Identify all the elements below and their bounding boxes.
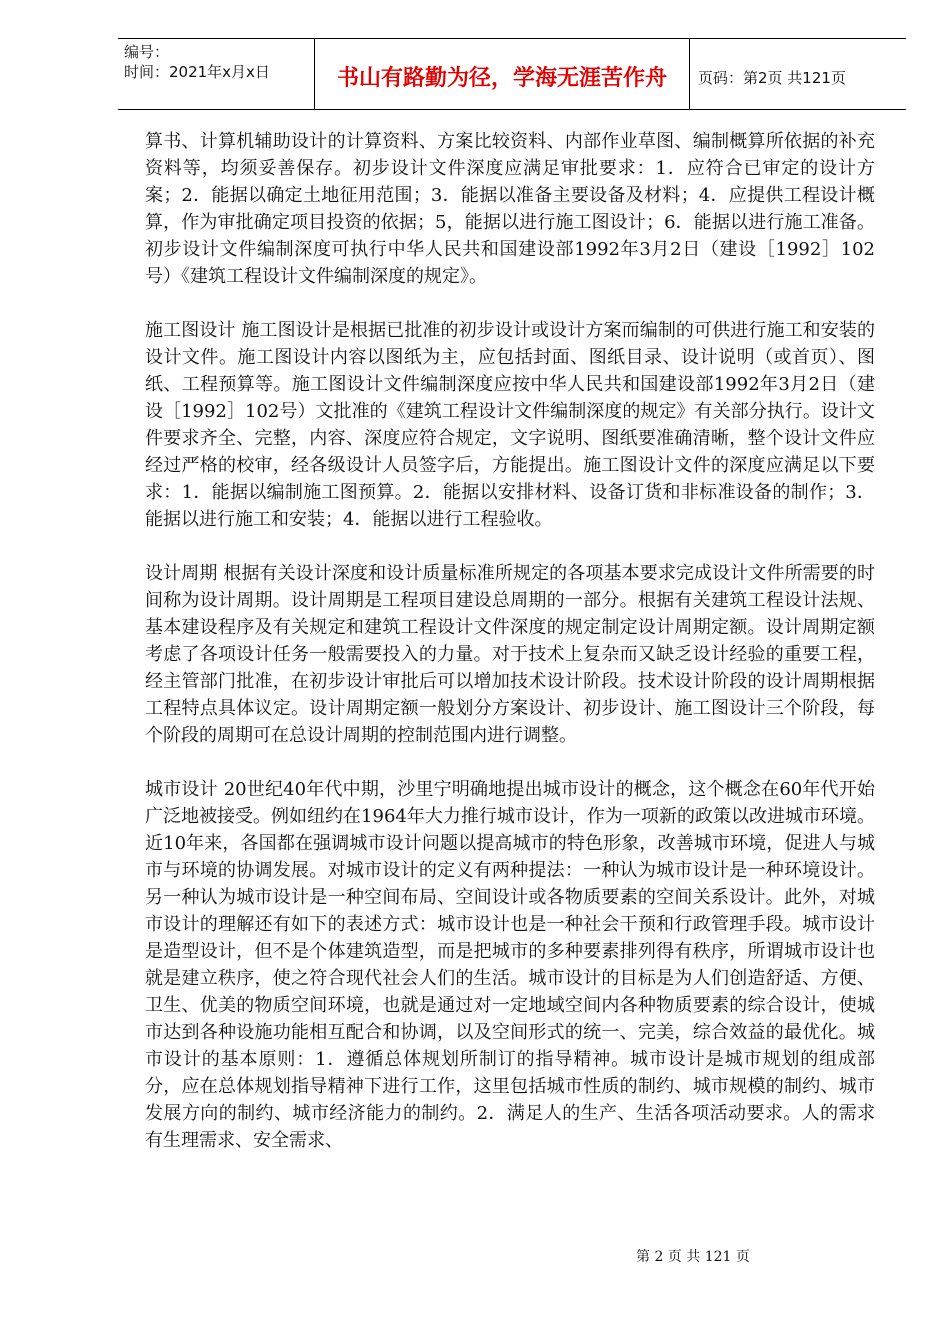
page-footer: 第 2 页 共 121 页 — [636, 1249, 750, 1265]
document-time-label: 时间：2021年x月x日 — [124, 63, 270, 81]
page-header — [118, 38, 906, 110]
header-info-cell — [118, 39, 315, 109]
document-body — [145, 128, 875, 1181]
paragraph-preliminary-design: 算书、计算机辅助设计的计算资料、方案比较资料、内部作业草图、编制概算所依据的补充资料等，均须妥善保存。初步设计文件深度应满足审批要求：1．应符合已审定的设计方案；2．能据以确定土地征用范围；3．能据以准备主要设备及材料；4．应提供工程设计概算，作为审批确定项目投资的依据；5，能据以进行施工图设计；6．能据以进行施工准备。初步设计文件编制深度可执行中华人民共和国建设部1992年3月2日（建设［1992］102号）《建筑工程设计文件编制深度的规定》。 — [145, 131, 875, 287]
header-motto-cell — [315, 39, 690, 109]
paragraph-design-period: 设计周期 根据有关设计深度和设计质量标准所规定的各项基本要求完成设计文件所需要的时间称为设计周期。设计周期是工程项目建设总周期的一部分。根据有关建筑工程设计法规、基本建设程序及有关规定和建筑工程设计文件深度的规定制定设计周期定额。设计周期定额考虑了各项设计任务一般需要投入的力量。对于技术上复杂而又缺乏设计经验的重要工程，经主管部门批准，在初步设计审批后可以增加技术设计阶段。技术设计阶段的设计周期根据工程特点具体议定。设计周期定额一般划分方案设计、初步设计、施工图设计三个阶段，每个阶段的周期可在总设计周期的控制范围内进行调整。 — [145, 563, 875, 746]
header-page-cell — [690, 39, 906, 109]
paragraph-urban-design: 城市设计 20世纪40年代中期，沙里宁明确地提出城市设计的概念，这个概念在60年代开始广泛地被接受。例如纽约在1964年大力推行城市设计，作为一项新的政策以改进城市环境。近10年来，各国都在强调城市设计问题以提高城市的特色形象，改善城市环境，促进人与城市与环境的协调发展。对城市设计的定义有两种提法：一种认为城市设计是一种环境设计。另一种认为城市设计是一种空间布局、空间设计或各物质要素的空间关系设计。此外，对城市设计的理解还有如下的表述方式：城市设计也是一种社会干预和行政管理手段。城市设计是造型设计，但不是个体建筑造型，而是把城市的多种要素排列得有秩序，所谓城市设计也就是建立秩序，使之符合现代社会人们的生活。城市设计的目标是为人们创造舒适、方便、卫生、优美的物质空间环境，也就是通过对一定地域空间内各种物质要素的综合设计，使城市达到各种设施功能相互配合和协调，以及空间形式的统一、完美，综合效益的最优化。城市设计的基本原则：1．遵循总体规划所制订的指导精神。城市设计是城市规划的组成部分，应在总体规划指导精神下进行工作，这里包括城市性质的制约、城市规模的制约、城市发展方向的制约、城市经济能力的制约。2．满足人的生产、生活各项活动要求。人的需求有生理需求、安全需求、 — [145, 779, 875, 1151]
document-number-label: 编号： — [124, 43, 170, 61]
header-page-code: 页码：第2页 共121页 — [698, 69, 846, 87]
paragraph-construction-drawing: 施工图设计 施工图设计是根据已批准的初步设计或设计方案而编制的可供进行施工和安装的设计文件。施工图设计内容以图纸为主，应包括封面、图纸目录、设计说明（或首页）、图纸、工程预算等。施工图设计文件编制深度应按中华人民共和国建设部1992年3月2日（建设［1992］102号）文批准的《建筑工程设计文件编制深度的规定》有关部分执行。设计文件要求齐全、完整，内容、深度应符合规定，文字说明、图纸要准确清晰，整个设计文件应经过严格的校审，经各级设计人员签字后，方能提出。施工图设计文件的深度应满足以下要求：1．能据以编制施工图预算。2．能据以安排材料、设备订货和非标准设备的制作；3．能据以进行施工和安装；4．能据以进行工程验收。 — [145, 320, 875, 530]
header-motto: 书山有路勤为径，学海无涯苦作舟 — [336, 66, 667, 91]
